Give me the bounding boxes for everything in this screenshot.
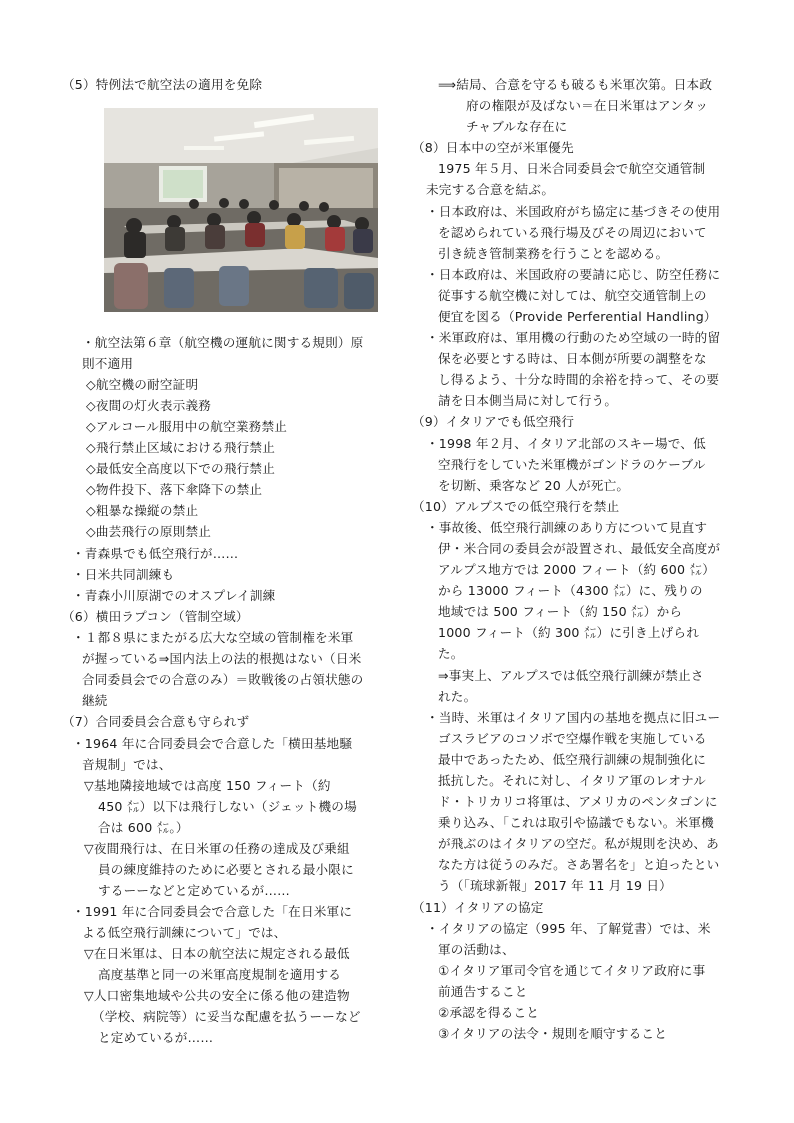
section-heading-8: （8）日本中の空が米軍優先 [412, 140, 574, 155]
text-line: た。 [438, 646, 464, 661]
text-line: ◇航空機の耐空証明 [86, 377, 199, 392]
text-line: ・イタリアの協定（995 年、了解覚書）では、米 [426, 921, 711, 936]
text-line: が握っている⇒国内法上の法的根拠はない（日米 [82, 651, 362, 666]
text-line: ▽基地隣接地域では高度 150 フィート（約 [84, 778, 331, 793]
text-line: ▽在日米軍は、日本の航空法に規定される最低 [84, 946, 350, 961]
text-line: ◇最低安全高度以下での飛行禁止 [86, 461, 275, 476]
text-line: 則不適用 [82, 356, 134, 371]
text-line: ゴスラビアのコソボで空爆作戦を実施している [438, 731, 707, 746]
text-line: ・航空法第６章（航空機の運航に関する規則）原 [82, 335, 364, 350]
text-line: ド・トリカリコ将軍は、アメリカのペンタゴンに [438, 794, 718, 809]
text-line: 引き続き管制業務を行うことを認める。 [438, 246, 669, 261]
text-line: から 13000 フィート（4300 ㍍）に、残りの [438, 583, 703, 598]
text-line: 乗り込み、「これは取引や協議でもない。米軍機 [438, 815, 714, 830]
text-line: よる低空飛行訓練について」では、 [82, 925, 287, 940]
text-line: ・1964 年に合同委員会で合意した「横田基地騒 [72, 736, 353, 751]
text-line: ・青森小川原湖でのオスプレイ訓練 [72, 588, 276, 603]
text-line: ・１都８県にまたがる広大な空域の管制権を米軍 [72, 630, 354, 645]
text-line: 音規制」では、 [82, 757, 172, 772]
text-line: するーーなどと定めているが…… [98, 883, 290, 898]
text-line: なた方は従うのみだ。さあ署名を」と迫ったとい [438, 857, 720, 872]
text-line: が飛ぶのはイタリアの空だ。私が規則を決め、あ [438, 836, 719, 851]
text-line: チャブルな存在に [466, 119, 568, 134]
text-line: 1000 フィート（約 300 ㍍）に引き上げられ [438, 625, 699, 640]
text-line: 地域では 500 フィート（約 150 ㍍）から [438, 604, 683, 619]
text-line: 伊・米合同の委員会が設置され、最低安全高度が [438, 541, 721, 556]
text-line: ・1998 年２月、イタリア北部のスキー場で、低 [426, 436, 706, 451]
text-line: と定めているが…… [98, 1030, 214, 1045]
section-heading-9: （9）イタリアでも低空飛行 [412, 414, 575, 429]
text-line: 員の練度維持のために必要とされる最小限に [98, 862, 354, 877]
text-line: ▽夜間飛行は、在日米軍の任務の達成及び乗組 [84, 841, 350, 856]
meeting-photo [104, 108, 378, 312]
text-line: ・1991 年に合同委員会で合意した「在日米軍に [72, 904, 353, 919]
text-line: 最中であったため、低空飛行訓練の規制強化に [438, 752, 707, 767]
section-heading-5: （5）特例法で航空法の適用を免除 [62, 77, 263, 92]
text-line: 従事する航空機に対しては、航空交通管制上の [438, 288, 707, 303]
text-line: 抵抗した。それに対し、イタリア軍のレオナル [438, 773, 707, 788]
text-line: ②承認を得ること [438, 1005, 540, 1020]
text-line: ・青森県でも低空飛行が…… [72, 546, 239, 561]
text-line: ▽人口密集地域や公共の安全に係る他の建造物 [84, 988, 350, 1003]
text-line: ①イタリア軍司令官を通じてイタリア政府に事 [438, 963, 706, 978]
section-heading-10: （10）アルプスでの低空飛行を禁止 [412, 499, 620, 514]
text-line: 1975 年５月、日米合同委員会で航空交通管制 [438, 161, 706, 176]
section-heading-7: （7）合同委員会合意も守られず [62, 714, 250, 729]
text-line: 450 ㍍）以下は飛行しない（ジェット機の場 [98, 799, 357, 814]
text-line: 便宜を図る（Provide Perferential Handling） [438, 309, 717, 324]
text-line: ◇夜間の灯火表示義務 [86, 398, 212, 413]
text-line: アルプス地方では 2000 フィート（約 600 ㍍） [438, 562, 715, 577]
text-line: ・日本政府は、米国政府がち協定に基づきその使用 [426, 204, 721, 219]
text-line: 未完する合意を結ぶ。 [426, 182, 555, 197]
text-line: ◇物件投下、落下傘降下の禁止 [86, 482, 263, 497]
text-line: 府の権限が及ばない＝在日米軍はアンタッ [466, 98, 709, 113]
text-line: う（「琉球新報」2017 年 11 月 19 日） [438, 878, 672, 893]
text-line: 保を必要とする時は、日本側が所要の調整をな [438, 351, 707, 366]
section-heading-11: （11）イタリアの協定 [412, 900, 544, 915]
text-line: ⟹結局、合意を守るも破るも米軍次第。日本政 [438, 77, 713, 92]
text-line: ・当時、米軍はイタリア国内の基地を拠点に旧ユー [426, 710, 721, 725]
text-line: ◇飛行禁止区域における飛行禁止 [86, 440, 275, 455]
text-line: ◇アルコール服用中の航空業務禁止 [86, 419, 288, 434]
text-line: 空飛行をしていた米軍機がゴンドラのケーブル [438, 457, 706, 472]
text-line: 合は 600 ㍍。） [98, 820, 189, 835]
text-line: （学校、病院等）に妥当な配慮を払うーーなど [92, 1009, 361, 1024]
text-line: ⇒事実上、アルプスでは低空飛行訓練が禁止さ [438, 668, 704, 683]
text-line: ・日米共同訓練も [72, 567, 175, 582]
text-line: 前通告すること [438, 984, 528, 999]
text-line: 高度基準と同一の米軍高度規制を適用する [98, 967, 342, 982]
text-line: ・事故後、低空飛行訓練のあり方について見直す [426, 520, 708, 535]
text-line: ◇粗暴な操縦の禁止 [86, 503, 199, 518]
text-line: 請を日本側当局に対して行う。 [438, 393, 618, 408]
text-line: し得るよう、十分な時間的余裕を持って、その要 [438, 372, 720, 387]
text-line: を認められている飛行場及びその周辺において [438, 225, 707, 240]
text-line: ◇曲芸飛行の原則禁止 [86, 524, 212, 539]
text-line: 合同委員会での合意のみ）＝敗戦後の占領状態の [82, 672, 364, 687]
section-heading-6: （6）横田ラプコン（管制空域） [62, 609, 249, 624]
text-line: ・米軍政府は、軍用機の行動のため空域の一時的留 [426, 330, 721, 345]
text-line: ・日本政府は、米国政府の要請に応じ、防空任務に [426, 267, 721, 282]
text-line: を切断、乗客など 20 人が死亡。 [438, 478, 630, 493]
meeting-photo-illustration [104, 108, 378, 312]
text-line: 継続 [82, 693, 108, 708]
text-line: れた。 [438, 689, 477, 704]
text-line: 軍の活動は、 [438, 942, 515, 957]
text-line: ③イタリアの法令・規則を順守すること [438, 1026, 667, 1041]
